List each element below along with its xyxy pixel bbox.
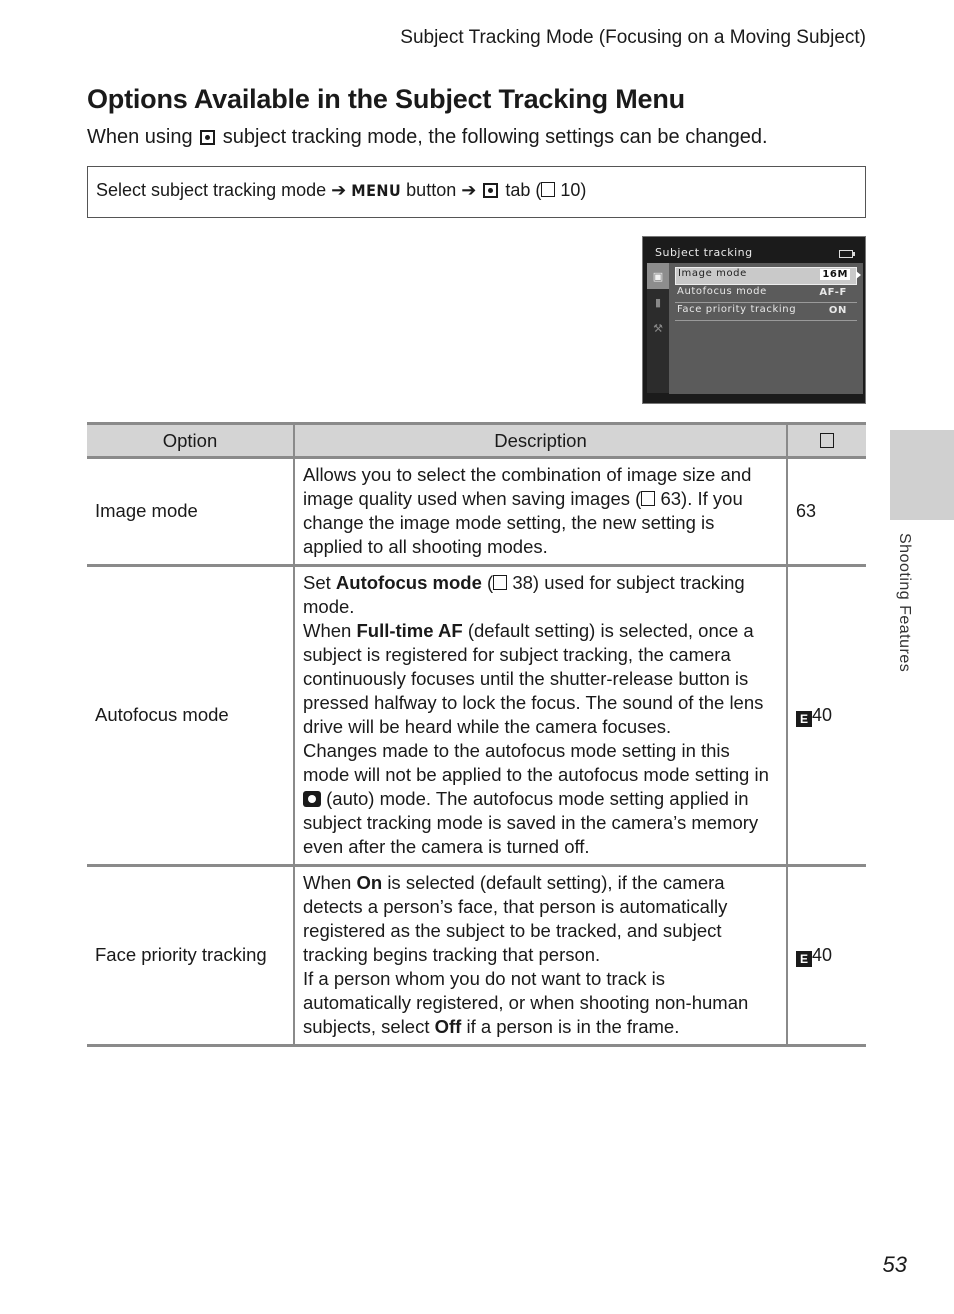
desc-text: 63). If you change the image mode setting, the new setting is applied to all shooting modes. bbox=[303, 488, 743, 557]
running-header: Subject Tracking Mode (Focusing on a Moving Subject) bbox=[400, 27, 866, 48]
page-number: 53 bbox=[882, 1252, 907, 1277]
desc-bold: Full-time AF bbox=[356, 620, 463, 641]
desc-bold: On bbox=[356, 872, 383, 893]
camera-menu-item-label: Image mode bbox=[678, 268, 747, 279]
desc-text: Allows you to select the combination of image size and image quality used when saving images ( bbox=[303, 464, 752, 509]
intro-after: subject tracking mode, the following settings can be changed. bbox=[222, 126, 768, 148]
camera-menu-item-value: ON bbox=[828, 305, 847, 316]
header-option: Option bbox=[87, 424, 294, 458]
page-reference-number: 40 bbox=[812, 945, 833, 965]
camera-menu-tabs bbox=[647, 263, 669, 393]
camera-menu-panel bbox=[669, 263, 863, 394]
option-description bbox=[294, 458, 787, 566]
page-title: Options Available in the Subject Tracking Menu bbox=[87, 84, 685, 114]
nav-step3: tab ( bbox=[505, 180, 542, 200]
arrow-right-icon: ➔ bbox=[461, 180, 477, 200]
intro-before: When using bbox=[87, 126, 193, 148]
camera-menu-item bbox=[675, 304, 857, 321]
camera-menu-item bbox=[675, 267, 857, 285]
section-side-label: Shooting Features bbox=[896, 533, 913, 673]
desc-text: ( bbox=[487, 572, 494, 593]
header-reference bbox=[787, 424, 866, 458]
table-row bbox=[87, 458, 866, 566]
subject-tracking-icon bbox=[200, 130, 215, 145]
desc-text: (default setting) is selected, once a subject is registered for subject tracking, the camera continuously focuses until the shutter-release button is pressed halfway to lock the focus. The sound of the lens drive will be heard while the camera focuses. bbox=[303, 620, 764, 737]
options-table bbox=[87, 422, 866, 1047]
camera-menu-item bbox=[675, 286, 857, 303]
page-reference bbox=[787, 566, 866, 866]
desc-text: Set bbox=[303, 572, 331, 593]
nav-page: 10) bbox=[560, 180, 587, 200]
reference-section-icon: E bbox=[796, 711, 812, 727]
camera-menu-title: Subject tracking bbox=[655, 246, 753, 259]
page-reference bbox=[787, 866, 866, 1046]
desc-bold: Autofocus mode bbox=[335, 572, 482, 593]
option-description bbox=[294, 566, 787, 866]
option-name: Image mode bbox=[87, 458, 294, 566]
desc-text: 38) used for subject tracking mode. bbox=[303, 572, 745, 617]
wrench-icon: ⚒ bbox=[653, 321, 663, 335]
desc-text: Changes made to the autofocus mode setting in this mode will not be applied to the autofocus mode setting in bbox=[303, 740, 769, 785]
subject-tracking-tab-icon: ▣ bbox=[647, 263, 669, 289]
section-side-tab bbox=[890, 430, 954, 520]
reference-section-icon: E bbox=[796, 951, 812, 967]
camera-menu-item-label: Autofocus mode bbox=[677, 286, 767, 297]
auto-mode-camera-icon bbox=[303, 791, 321, 807]
table-row bbox=[87, 866, 866, 1046]
desc-text: When bbox=[303, 620, 352, 641]
page-reference: 63 bbox=[787, 458, 866, 566]
intro-text bbox=[87, 126, 768, 149]
desc-text: if a person is in the frame. bbox=[466, 1016, 680, 1037]
book-reference-icon bbox=[820, 433, 834, 448]
desc-bold: Off bbox=[434, 1016, 462, 1037]
subject-tracking-icon bbox=[483, 183, 498, 198]
option-description bbox=[294, 866, 787, 1046]
nav-step1: Select subject tracking mode bbox=[96, 180, 327, 200]
battery-icon bbox=[839, 250, 853, 258]
book-reference-icon bbox=[541, 182, 555, 197]
header-description: Description bbox=[294, 424, 787, 458]
table-row bbox=[87, 566, 866, 866]
table-header-row bbox=[87, 424, 866, 458]
arrow-right-icon: ➔ bbox=[331, 180, 347, 200]
camera-menu-item-value: AF-F bbox=[819, 287, 847, 298]
camera-menu-screen bbox=[642, 236, 866, 404]
menu-button-label: MENU bbox=[351, 181, 402, 200]
desc-text: When bbox=[303, 872, 352, 893]
book-reference-icon bbox=[641, 491, 655, 506]
desc-text: is selected (default setting), if the camera detects a person’s face, that person is automatically registered as the subject to be tracked, and subject tracking begins tracking that person. bbox=[303, 872, 728, 965]
page-reference-number: 40 bbox=[812, 705, 833, 725]
movie-tab-icon: ▮ bbox=[654, 295, 662, 309]
camera-menu-item-value: 16M bbox=[822, 269, 848, 280]
desc-text: (auto) mode. The autofocus mode setting applied in subject tracking mode is saved in the camera’s memory even after the camera is turned off. bbox=[303, 788, 759, 857]
option-name: Face priority tracking bbox=[87, 866, 294, 1046]
book-reference-icon bbox=[493, 575, 507, 590]
desc-text: If a person whom you do not want to track is automatically registered, or when shooting non-human subjects, select bbox=[303, 968, 749, 1037]
camera-menu-item-label: Face priority tracking bbox=[677, 304, 797, 315]
nav-step2: button bbox=[406, 180, 457, 200]
option-name: Autofocus mode bbox=[87, 566, 294, 866]
arrow-right-icon bbox=[856, 271, 861, 279]
navigation-path-box bbox=[87, 166, 866, 218]
